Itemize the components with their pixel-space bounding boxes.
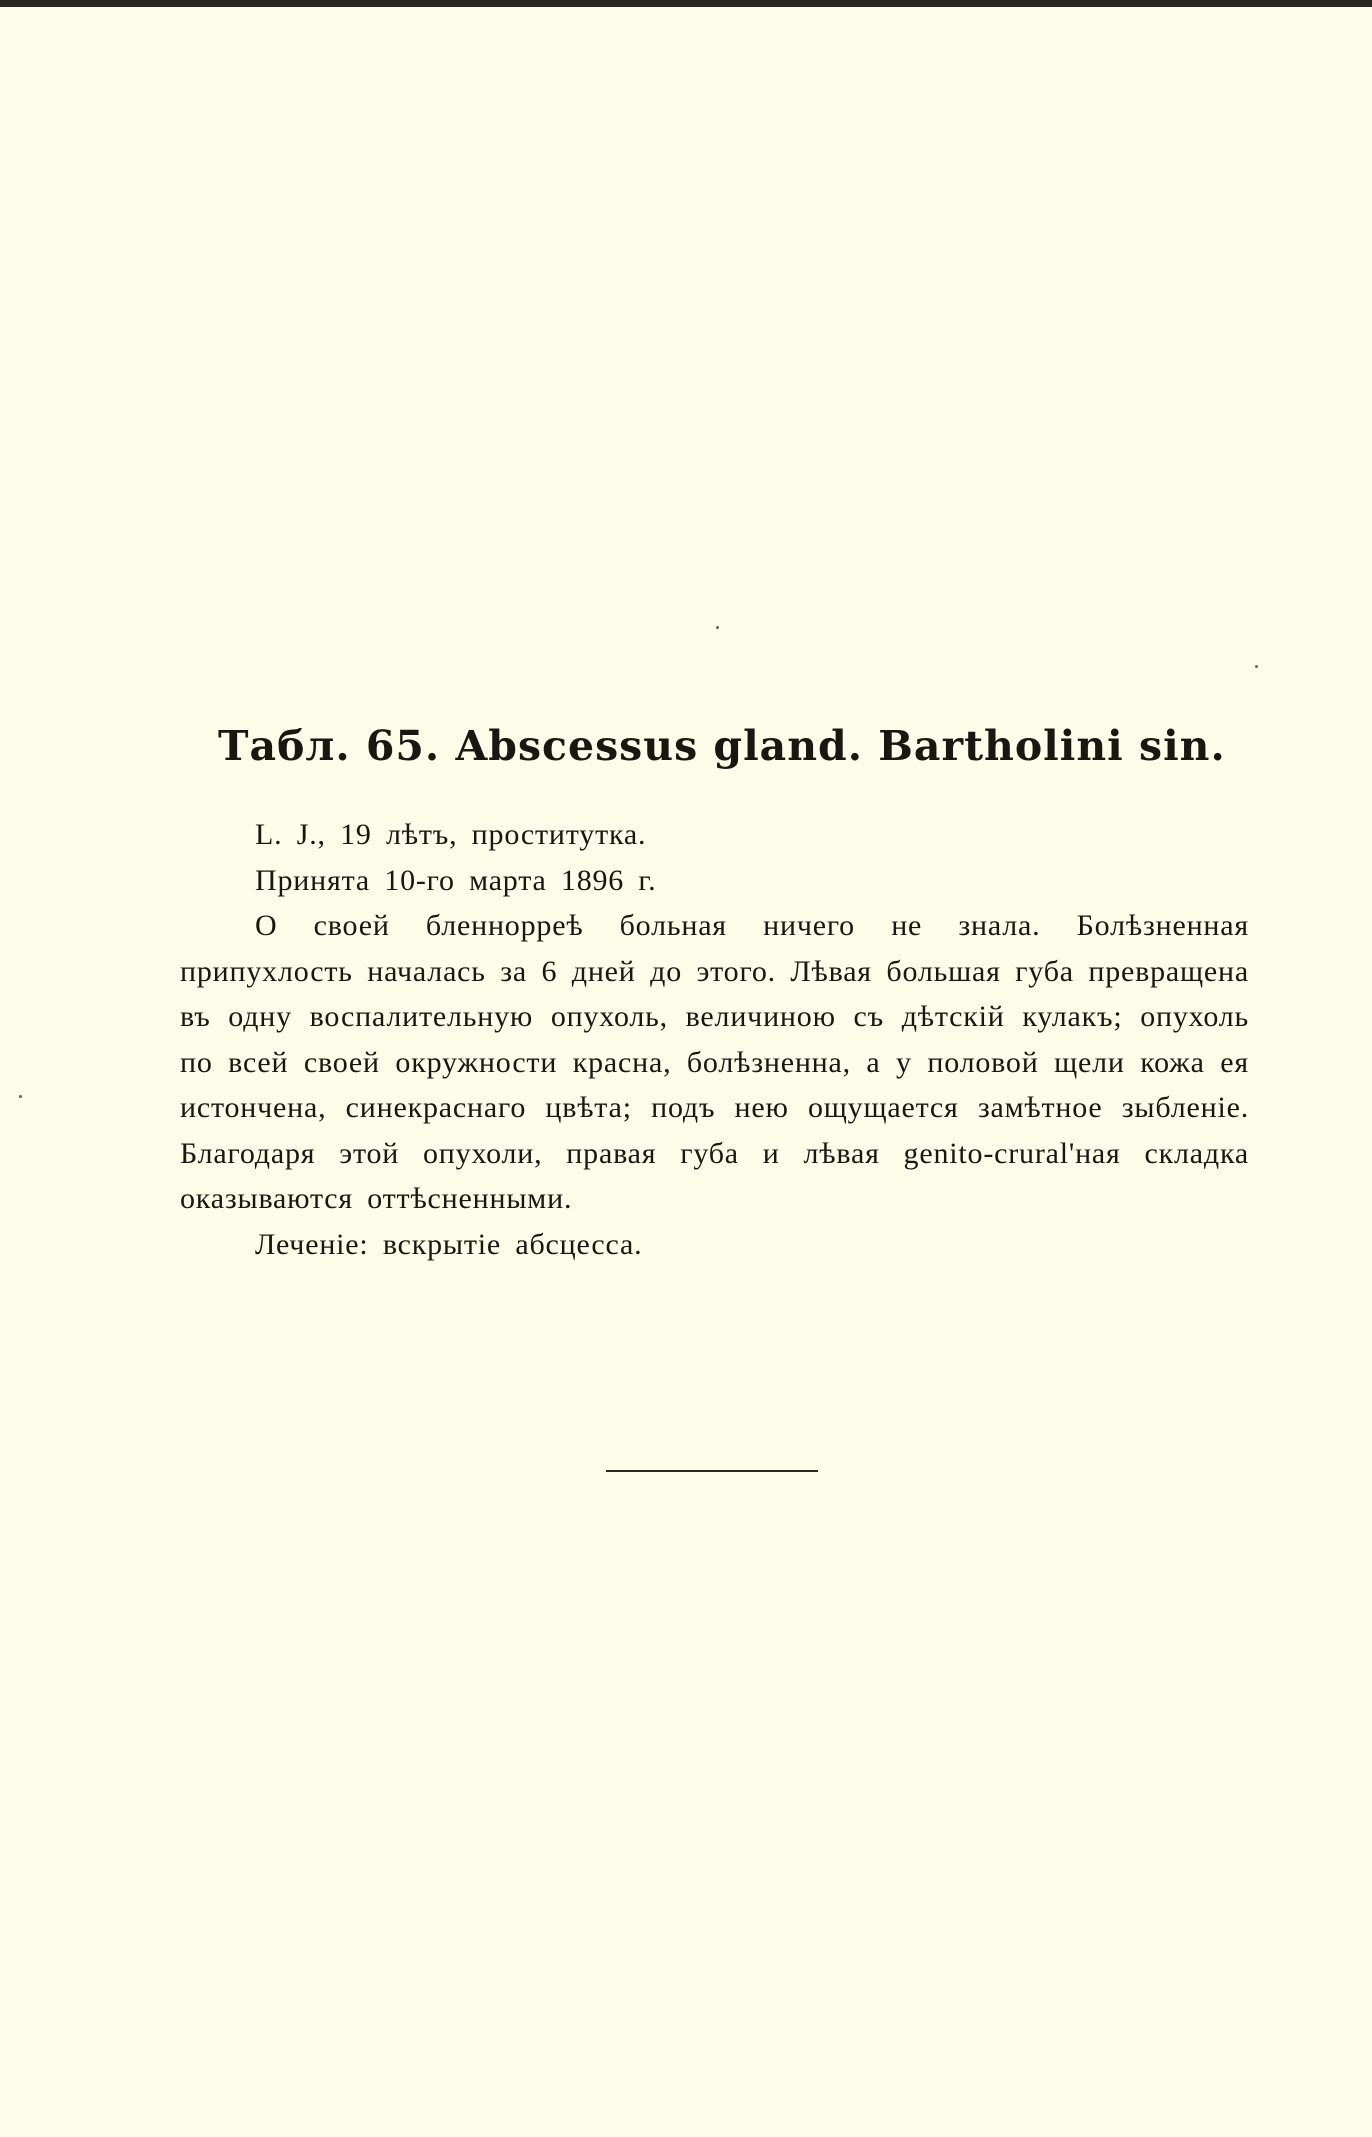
treatment-line: Леченіе: вскрытіе абсцесса. xyxy=(255,1227,643,1261)
history-paragraph: О своей бленнорреѣ больная ничего не знала. Болѣзненная припухлость началась за 6 дней до этого. Лѣвая большая губа превращена въ одну воспалительную опухоль, величиною съ дѣтскій кулакъ; опухоль по всей своей окружности красна, болѣзненна, а у половой щели кожа ея истончена, синекраснаго цвѣта; подъ нею ощущается замѣтное зыбленіе. Благодаря этой опухоли, правая губа и лѣвая genito-crural'ная складка оказываются оттѣсненными. xyxy=(180,909,1249,1215)
paper-speck xyxy=(1255,665,1258,668)
section-divider xyxy=(606,1470,818,1472)
case-description xyxy=(180,812,1249,1267)
paper-speck xyxy=(716,626,719,629)
patient-line: L. J., 19 лѣтъ, проститутка. xyxy=(255,818,647,851)
page-title: Табл. 65. Abscessus gland. Bartholini sin. xyxy=(218,722,1226,770)
paper-speck xyxy=(19,1095,22,1098)
admitted-line: Принята 10-го марта 1896 г. xyxy=(255,863,657,897)
